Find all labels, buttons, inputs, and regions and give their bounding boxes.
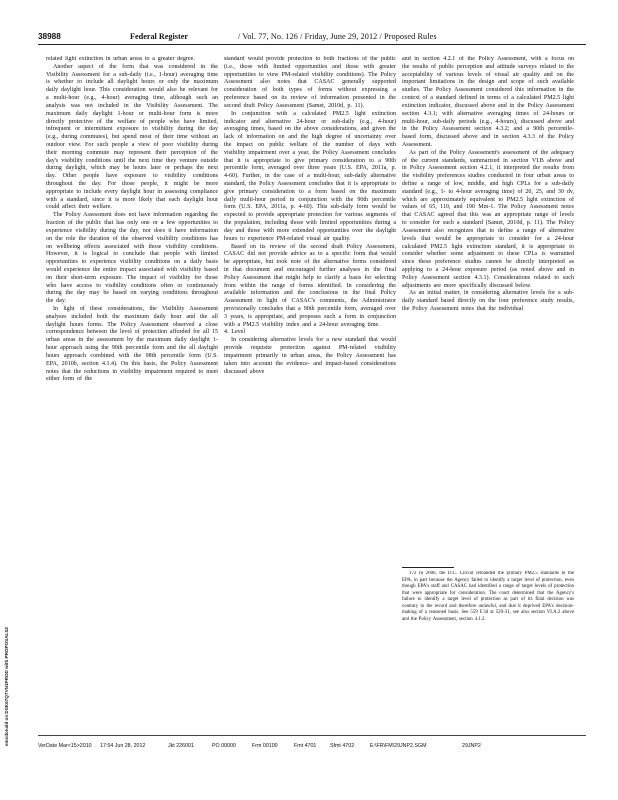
paragraph: As part of the Policy Assessment's assessment of the adequacy of the current standards, summarized in section VI.B above and in Policy Assessment section 4.2.1, it interpreted the results from the visibility preferences studies conducted in four urban areas to define a range of low, middle, and high CPLs for a sub-daily standard (e.g., 1- to 4-hour averaging time) of 20, 25, and 30 dv, which are approximately equivalent to PM2.5 light extinction of values of 65, 110, and 190 Mm-1. The Policy Assessment notes that CASAC agreed that this was an appropriate range of levels to consider for such a standard (Samet, 2010d, p. 11). The Policy Assessment also recognizes that to define a range of alternative levels that would be appropriate to consider for a 24-hour calculated PM2.5 light extinction standard, it is appropriate to consider whether some adjustment to these CPLs is warranted since these preference studies cannot be directly interpreted as applying to a 24-hour exposure period (as noted above and in Policy Assessment section 4.3.1). Considerations related to such adjustments are more specifically discussed below. <box>402 149 574 289</box>
paragraph: As an initial matter, in considering alternative levels for a sub-daily standard based directly on the four preference study results, the Policy Assessment notes that the individual <box>402 290 574 312</box>
header-rule <box>38 44 586 45</box>
footer-rule <box>38 735 586 736</box>
footer-file: E:\FR\FM\29JNP2.SGM <box>370 743 427 749</box>
page-footer <box>38 741 598 751</box>
paragraph: Based on its review of the second draft Policy Assessment, CASAC did not provide advice as to a specific form that would be appropriate, but took note of the alternative forms considered in that document and encouraged further analyses in the final Policy Assessment that might help to clarify a basis for selecting from within the range of forms identified. In considering the available information and the conclusions in the final Policy Assessment in light of CASAC's comments, the Administrator provisionally concludes that a 90th percentile form, averaged over 3 years, is appropriate, and proposes such a form in conjunction with a PM2.5 visibility index and a 24-hour averaging time. <box>224 243 396 328</box>
paragraph: standard would provide protection to both fractions of the public (i.e., those with limited opportunities and those with greater opportunities to view PM-related visibility conditions). The Policy Assessment also notes that CASAC generally supported consideration of both types of forms without expressing a preference based on its review of information presented in the second draft Policy Assessment (Samet, 2010d, p. 11). <box>224 56 396 109</box>
footer-verdate: VerDate Mar<15>2010 <box>38 743 92 749</box>
paragraph: The Policy Assessment does not have information regarding the fraction of the public that has only one or a few opportunities to experience visibility during the day, nor does it have information on the role the duration of the observed visibility conditions has on wellbeing effects associated with those visibility conditions. However, it is logical to conclude that people with limited opportunities to experience visibility conditions on a daily basis would experience the entire impact associated with visibility based on their short-term exposure. The impact of visibility for those who have access to visibility conditions often or continuously during the day may be based on varying conditions throughout the day. <box>46 212 218 305</box>
footer-po: PO 00000 <box>212 743 236 749</box>
side-margin-label: emcdonald on DSK67QTVN1PROD with PROPOSALS2 <box>4 627 9 746</box>
column-1 <box>46 56 218 722</box>
publication-title: Federal Register <box>130 32 188 41</box>
paragraph: In light of these considerations, the Visibility Assessment analyses included both the maximum daily hour and the all daylight hours forms. The Policy Assessment observed a close correspondence between the level of protection afforded for all 15 urban areas in the assessment by the maximum daily daylight 1-hour approach using the 90th percentile form and the all daylight hours approach combined with the 98th percentile form (U.S. EPA, 2010b, section 4.1.4). On this basis, the Policy Assessment notes that the reductions in visibility impairment required to meet either form of the <box>46 306 218 383</box>
page-number: 38988 <box>38 32 61 41</box>
footer-fmt: Fmt 4701 <box>294 743 317 749</box>
paragraph: In conjunction with a calculated PM2.5 light extinction indicator and alternative 24-hour or sub-daily (e.g., 4-hour) averaging times, based on the above considerations, and given the lack of information on and the high degree of uncertainty over the impact on public welfare of the number of days with visibility impairment over a year, the Policy Assessment concludes that it is appropriate to give primary consideration to a 90th percentile form, averaged over three years (U.S. EPA, 2011a, p. 4-60). Further, in the case of a multi-hour, sub-daily alternative standard, the Policy Assessment concludes that it is appropriate to give primary consideration to a form based on the maximum daily multi-hour period in conjunction with the 90th percentile form (U.S. EPA, 2011a, p. 4-60). This sub-daily form would be expected to provide appropriate protection for various segments of the population, including those with limited opportunities during a day and those with more extended opportunities over the daylight hours to experience PM-related visual air quality. <box>224 110 396 242</box>
footer-sfmt: Sfmt 4702 <box>330 743 355 749</box>
footnote-rule <box>402 567 454 568</box>
footer-frm: Frm 00100 <box>252 743 278 749</box>
section-heading: 4. Level <box>224 329 246 336</box>
column-3 <box>402 56 574 558</box>
paragraph: related light extinction in urban areas to a greater degree. <box>46 56 195 62</box>
footnote <box>402 571 574 723</box>
paragraph: and in section 4.2.1 of the Policy Assessment, with a focus on the results of public perception and attitude surveys related to the acceptability of various levels of visual air quality and on the important limitations in the design and scope of such available studies. The Policy Assessment considered this information in the context of a standard defined in terms of a calculated PM2.5 light extinction indicator, discussed above and in the Policy Assessment section 4.3.1; with alternative averaging times of 24-hours or multi-hour, sub-daily periods (e.g., 4-hours), discussed above and in the Policy Assessment section 4.3.2; and a 90th percentile-based form, discussed above and in section 4.3.3 of the Policy Assessment. <box>402 56 574 148</box>
side-margin-text <box>4 627 14 746</box>
footer-jkt: Jkt 226001 <box>168 743 194 749</box>
paragraph: In considering alternative levels for a new standard that would provide requisite protection against PM-related visibility impairment primarily in urban areas, the Policy Assessment has taken into account the evidence- and impact-based considerations discussed above <box>224 337 396 375</box>
page-header <box>38 31 586 43</box>
footer-time: 17:54 Jun 28, 2012 <box>100 743 146 749</box>
column-2 <box>224 56 396 722</box>
footer-code: 29JNP2 <box>462 743 481 749</box>
issue-meta: / Vol. 77, No. 126 / Friday, June 29, 2012 / Proposed Rules <box>238 32 437 41</box>
paragraph: Another aspect of the form that was considered in the Visibility Assessment for a sub-daily (i.e., 1-hour) averaging time is whether to include all daylight hours or only the maximum daily daylight hour. This consideration would also be relevant for a multi-hour (e.g., 4-hour) averaging time, although such an analysis was not included in the Visibility Assessment. The maximum daily daylight 1-hour or multi-hour form is more directly protective of the welfare of people who have limited, infrequent or intermittent exposure to visibility during the day (e.g., during commutes), but spend most of their time without an outdoor view. For such people a view of poor visibility during their morning commute may represent their perception of the day's visibility conditions until the next time they venture outside during daylight, which may be hours later or perhaps the next day. Other people have exposure to visibility conditions throughout the day. For those people, it might be more appropriate to include every daylight hour in assessing compliance with a standard, since it is more likely that each daylight hour could affect their welfare. <box>46 63 218 211</box>
footnote-text: 172 In 2006, the D.C. Circuit remanded the primary PM2.5 standards to the EPA, in part because the Agency failed to identify a target level of protection, even though EPA's staff and CASAC had identified a range of target levels of protection that were appropriate for consideration. The court determined that the Agency's failure to identify a target level of protection as part of its final decision was contrary to the record and therefore unlawful, and that it deprived EPA's decision-making of a reasoned basis. See 559 F.3d at 529-31, see also section VI.A.2 above and the Policy Assessment, section 4.1.2. <box>402 571 574 622</box>
